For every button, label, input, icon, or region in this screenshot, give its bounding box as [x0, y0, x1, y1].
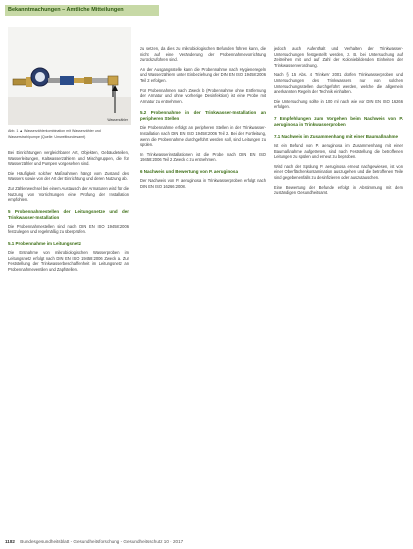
section-heading: 7.1 Nachweis im Zusammenhang mit einer Baumaßnahme	[274, 133, 399, 139]
paragraph: Die Häufigkeit solcher Maßnahmen hängt vom Zustand des Wassers sowie von der Art der Einrichtung und deren Nutzung ab.	[8, 170, 129, 182]
section-heading: 7 Empfehlungen zum Vorgehen beim Nachweis von P. aeruginosa in Trinkwasserproben	[274, 115, 403, 127]
paragraph: Zur Zählerwechsel bei einem Austausch der Armaturen wird für die Nutzung von Vorrichtungen eine Prüfung der Installation empfohlen.	[8, 185, 129, 203]
paragraph: zu setzen, da dies zu mikrobiologischen Befunden führen kann, die nicht auf eine Veränderung der Probennahmevorrichtung zurückzuführen sind.	[140, 46, 266, 63]
paragraph: Für Probennahmen nach Zweck b (Probennahme ohne Entfernung der Armatur und ohne vorherige Desinfektion) ist eine Probe mit Armatur zu entnehmen.	[140, 87, 266, 104]
page-footer	[5, 538, 183, 545]
paragraph: Ist ein Befund von P. aeruginosa im Zusammenhang mit einer Baumaßnahme aufgetreten, sind nach Feststellung die betroffenen Leitungen zu spülen und erneut zu beproben.	[274, 142, 403, 160]
column-3	[274, 46, 403, 200]
water-meter-illustration	[8, 27, 131, 125]
section-heading: 5 Probennahmestellen der Leitungsnetze und der Trinkwasser-Installation	[8, 208, 129, 220]
paragraph: Der Nachweis von P. aeruginosa in Trinkwasserproben erfolgt nach DIN EN ISO 16266:2008.	[140, 177, 266, 189]
section-heading: 5.1 Probennahme im Leitungsnetz	[8, 240, 82, 246]
journal-citation: Bundesgesundheitsblatt - Gesundheitsforschung - Gesundheitsschutz 10 · 2017	[20, 539, 184, 544]
section-header: Bekanntmachungen – Amtliche Mitteilungen	[8, 7, 124, 13]
paragraph: Eine Bewertung der Befunde erfolgt in Abstimmung mit dem zuständigen Gesundheitsamt.	[274, 184, 403, 196]
column-2	[140, 46, 266, 193]
paragraph: Die Entnahme von mikrobiologischen Wasserproben im Leitungsnetz erfolgt nach DIN EN ISO 19458:2006 Zweck a. Zur Feststellung der Trinkwasserbeschaffenheit im Leitungsnetz an Probennahmeventilen und Zapfstellen.	[8, 249, 129, 272]
paragraph: Die Untersuchung sollte in 100 ml nach wie vor DIN EN ISO 16266 erfolgen.	[274, 98, 403, 110]
paragraph: Wird nach der Spülung P. aeruginosa erneut nachgewiesen, ist von einer Oberflächenkontamination auszugehen und die betroffenen Teile sind gegebenenfalls zu desinfizieren oder auszutauschen.	[274, 163, 403, 180]
paragraph: Bei Einrichtungen vergleichbarer Art, Objekten, Gebäudeteilen, Wasserleitungen, Kaltwasserzählern und Mischgruppen, die für Wasserzähler und Pumpen vorgesehen sind.	[8, 150, 129, 167]
paragraph: An der Ausgangsstelle kann die Probennahme nach Hygieneregeln und Wasserzählern unter Einbeziehung der DIN EN ISO 19458:2006 Teil 2 erfolgen.	[140, 66, 266, 83]
paragraph: In Trinkwasserinstallationen ist die Probe nach DIN EN ISO 19458:2006 Teil 2 Zweck c zu entnehmen.	[140, 151, 266, 163]
paragraph: jedoch auch Aufenthalt und Verhalten der Trinkwasser-Untersuchungen festgestellt werden, z. B. bei Untersuchung auf Zeitreihen mit und auf Zahl der Koloniebildenden Einheiten der Trinkwasserverordnung.	[274, 46, 403, 68]
section-heading: 5.2 Probennahme in der Trinkwasser-Installation an peripheren Stellen	[140, 110, 266, 122]
column-1	[8, 150, 129, 276]
figure-photo	[8, 27, 131, 125]
paragraph: Nach § 15 Abs. 4 TrinkwV 2001 dürfen Trinkwasserproben und Untersuchungen des Trinkwassers nur von solchen Untersuchungsstellen durchgeführt werden, welche die allgemein anerkannten Regeln der Technik einhalten.	[274, 72, 403, 95]
figure-label: Wasserzähler	[107, 118, 128, 122]
paragraph: Die Probennahme erfolgt an peripheren Stellen in der Trinkwasser-Installation nach DIN EN ISO 19458:2006 Teil 2. Bei der Fortleitung, wenn die Probennahme durchgeführt werden soll, sind Leitungen zu spülen.	[140, 125, 266, 148]
figure-caption: Abb. 1 ▲ Wasserzählerkombination mit Wasserzähler und Wasserstrahlpumpe (Quelle: Umweltbundesamt)	[8, 129, 101, 139]
section-heading: 6 Nachweis und Bewertung von P. aeruginosa	[140, 168, 238, 174]
page-number: 1182	[5, 539, 15, 544]
paragraph: Die Probennahmestellen sind nach DIN EN ISO 19458:2006 festzulegen und regelmäßig zu überprüfen.	[8, 223, 129, 235]
